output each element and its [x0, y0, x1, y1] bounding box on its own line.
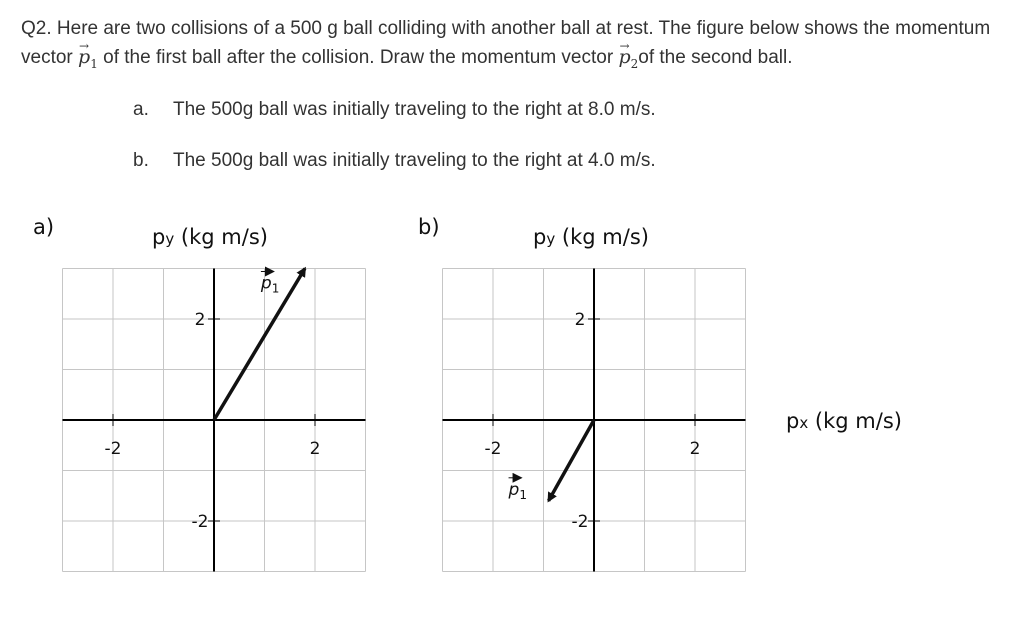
- y-tick-label-b: 2: [574, 310, 586, 330]
- y-tick-label-a: -2: [191, 512, 209, 532]
- panel-a-label: a): [33, 215, 55, 239]
- part-a-label: a.: [133, 99, 149, 120]
- question-number: Q2.: [21, 18, 52, 39]
- question-text-3: of the second ball.: [638, 47, 793, 68]
- x-tick-label-a: 2: [309, 439, 321, 459]
- x-tick-label-b: -2: [484, 439, 502, 459]
- part-b-text: The 500g ball was initially traveling to the right at 4.0 m/s.: [173, 150, 656, 171]
- vector-label-b: $p_1$: [508, 479, 527, 502]
- momentum-vector-a: [214, 269, 305, 421]
- part-b-label: b.: [133, 150, 149, 171]
- vector-label-a: $p_1$: [260, 273, 280, 296]
- py-axis-title-b: py (kg m/s): [533, 225, 649, 249]
- p2-vector-symbol: → $p_2$: [618, 43, 638, 79]
- x-tick-label-a: -2: [104, 439, 122, 459]
- py-axis-title-a: py (kg m/s): [152, 225, 268, 249]
- p1-vector-symbol: → $p_1$: [78, 43, 98, 79]
- momentum-vector-b: [549, 420, 594, 501]
- y-tick-label-b: -2: [571, 512, 589, 532]
- y-tick-label-a: 2: [194, 310, 206, 330]
- px-axis-title: px (kg m/s): [786, 409, 902, 433]
- part-a-text: The 500g ball was initially traveling to the right at 8.0 m/s.: [173, 99, 656, 120]
- question-text-1: Here are two collisions of a 500 g ball colliding with another ball at rest. The figure below shows the momentum vector: [21, 18, 991, 68]
- panel-b-label: b): [418, 215, 440, 239]
- x-tick-label-b: 2: [689, 439, 701, 459]
- question-text-2: of the first ball after the collision. Draw the momentum vector: [103, 47, 614, 68]
